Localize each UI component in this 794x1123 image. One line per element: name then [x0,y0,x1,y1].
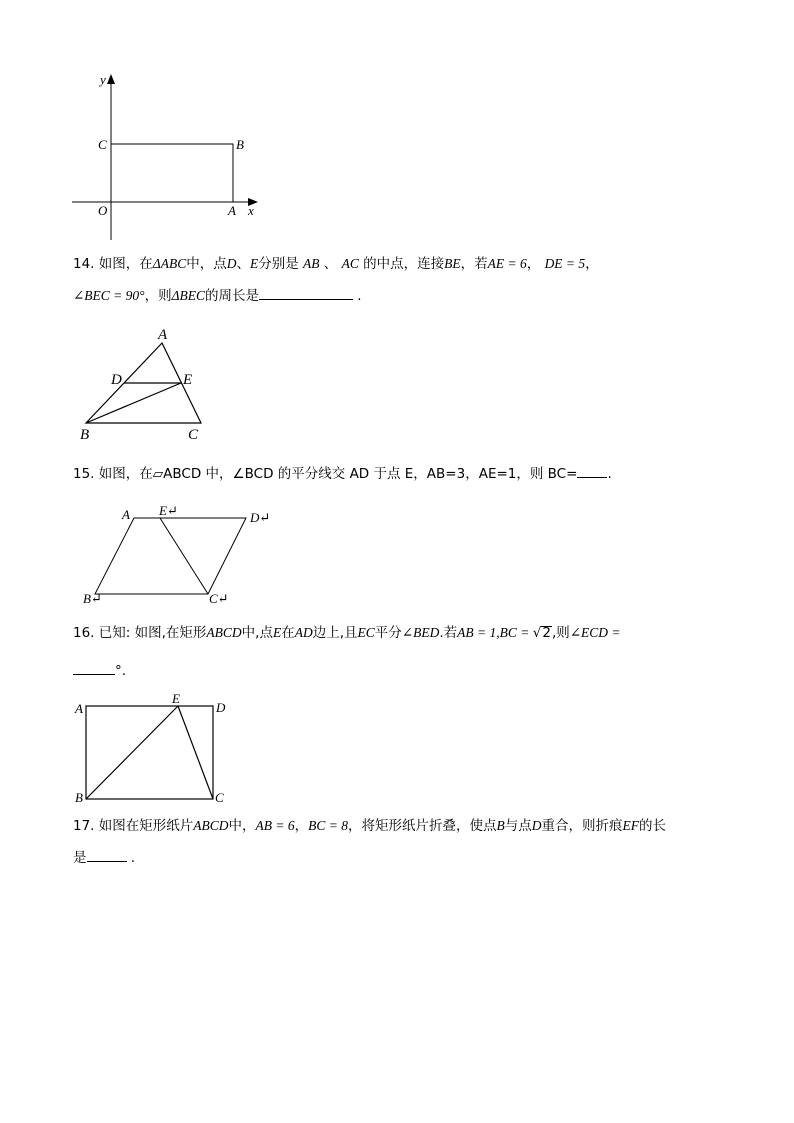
answer-blank[interactable] [87,849,127,862]
point-label-b: B [80,427,90,443]
answer-blank[interactable] [73,662,115,675]
coordinate-figure [60,68,270,243]
point-label-c: C [188,427,199,443]
point-label-a: A [228,203,236,218]
x-axis-label: x [248,203,254,218]
point-label-e: E [183,372,193,388]
point-label-d: D↵ [250,510,271,525]
question-number: 14. [73,256,95,272]
point-label-b: B [236,137,244,152]
parallelogram-figure [78,503,278,608]
answer-blank[interactable] [259,287,353,300]
point-label-d: D [216,700,226,715]
question-16-line-1: 16. 已知: 如图,在矩形ABCD中,点E在AD边上,且EC平分∠BED.若AB = 1,BC = √2,则∠ECD = [73,625,621,641]
question-number: 17. [73,818,95,834]
question-17-line-1: 17. 如图在矩形纸片ABCD中，AB = 6，BC = 8，将矩形纸片折叠，使点B与点D重合，则折痕EF的长 [73,818,667,834]
triangle-figure [70,322,220,447]
rectangle-figure [70,690,240,810]
point-label-c: C [215,790,224,805]
point-label-c: C [98,137,107,152]
question-14-line-1: 14. 如图，在ΔABC中，点D、E分别是 AB 、 AC 的中点，连接BE，若AE = 6， DE = 5， [73,256,599,272]
point-label-b: B↵ [83,591,102,606]
point-label-o: O [98,203,108,218]
point-label-c: C↵ [209,591,229,606]
point-label-a: A [122,507,130,522]
answer-blank[interactable] [577,465,607,478]
point-label-b: B [75,790,83,805]
point-label-d: D [111,372,122,388]
question-number: 15. [73,466,95,482]
question-number: 16. [73,625,95,641]
y-axis-label: y [100,72,106,87]
question-14-line-2: ∠BEC = 90°，则ΔBEC的周长是 . [73,288,362,304]
question-17-line-2: 是 . [73,850,136,866]
point-label-e: E↵ [159,503,178,518]
point-label-e: E [172,691,180,706]
question-16-line-2: °. [73,662,126,679]
point-label-a: A [75,701,83,716]
point-label-a: A [158,327,168,343]
question-15: 15. 如图，在▱ABCD 中，∠BCD 的平分线交 AD 于点 E，AB=3，AE=1，则 BC= . [73,466,612,482]
